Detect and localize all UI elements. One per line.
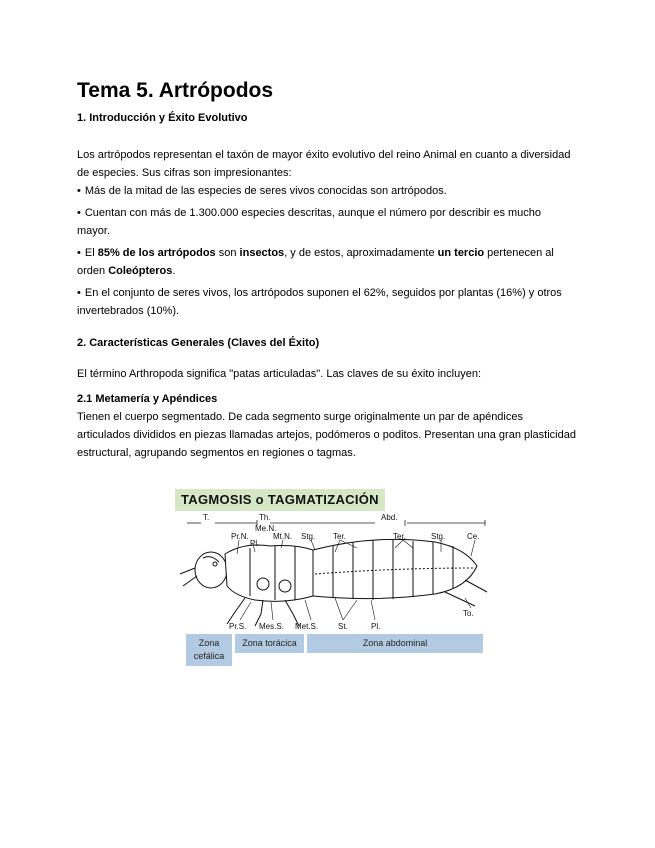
label-pl-top: Pl. [250, 539, 260, 548]
section-1-heading: 1. Introducción y Éxito Evolutivo [77, 112, 248, 124]
label-to: To. [463, 609, 474, 618]
bullet-icon: • [77, 207, 81, 219]
list-item [77, 182, 577, 200]
section-2-heading: 2. Características Generales (Claves del Éxito) [77, 337, 320, 349]
label-t: T. [203, 513, 210, 522]
label-ce: Ce. [467, 532, 480, 541]
bullet-text-i: . [172, 265, 176, 277]
zone-cefalica: Zona cefálica [186, 634, 232, 666]
label-ter-1: Ter. [333, 532, 346, 541]
label-mets: Met.S. [295, 622, 319, 631]
list-item [77, 204, 577, 240]
label-men: Me.N. [255, 524, 277, 533]
zone-toracica: Zona torácica [235, 634, 304, 653]
insect-thorax-shape [225, 545, 313, 601]
bullet-icon: • [77, 185, 81, 197]
bullet-text: Cuentan con más de 1.300.000 especies descritas, aunque el número por describir es mucho mayor. [77, 207, 542, 237]
label-th: Th. [259, 513, 271, 522]
label-prn: Pr.N. [231, 532, 249, 541]
list-item [77, 284, 577, 320]
figure-title: TAGMOSIS o TAGMATIZACIÓN [175, 489, 385, 511]
list-item [77, 244, 577, 280]
bullet-icon: • [77, 287, 81, 299]
page-title: Tema 5. Artrópodos [77, 79, 274, 102]
facts-list [77, 182, 577, 320]
label-mtn: Mt.N. [273, 532, 293, 541]
tagmosis-figure [175, 484, 493, 669]
subsection-2-1-heading: 2.1 Metamería y Apéndices [77, 393, 218, 405]
insect-head-shape [180, 552, 227, 588]
label-pl-bottom: Pl. [371, 622, 381, 631]
label-st: St. [338, 622, 348, 631]
label-stg-2: Stg. [431, 532, 446, 541]
bullet-emphasis: Coleópteros [108, 265, 173, 277]
label-prs: Pr.S. [229, 622, 247, 631]
bullet-text: En el conjunto de seres vivos, los artrópodos suponen el 62%, seguidos por plantas (16%) y otros invertebrados (10%). [77, 287, 562, 317]
bullet-emphasis: insectos [239, 247, 285, 259]
insect-abdomen-shape [313, 539, 477, 600]
bullet-icon: • [77, 247, 81, 259]
label-stg-1: Stg. [301, 532, 316, 541]
label-abd: Abd. [381, 513, 398, 522]
bullet-text-a: El [84, 247, 98, 259]
document-body [77, 78, 577, 462]
bullet-emphasis: 85% de los artrópodos [97, 247, 216, 259]
subsection-2-1-text: Tienen el cuerpo segmentado. De cada segmento surge originalmente un par de apéndices articulados divididos en piezas llamadas artejos, podómeros o poditos. Presentan una gran plasticidad estructural, agrupando segmentos en regiones o tagmas. [77, 411, 576, 459]
section-1-intro: Los artrópodos representan el taxón de mayor éxito evolutivo del reino Animal en cuanto a diversidad de especies. Sus cifras son impresionantes: [77, 149, 571, 179]
section-2-intro: El término Arthropoda significa "patas articuladas". Las claves de su éxito incluyen: [77, 368, 482, 380]
bullet-text-e: , y de estos, aproximadamente [284, 247, 438, 259]
bullet-emphasis: un tercio [437, 247, 485, 259]
bullet-text-g: pertenecen al orden [77, 247, 554, 277]
label-ter-2: Ter. [393, 532, 406, 541]
bullet-text-c: son [215, 247, 240, 259]
bullet-text: Más de la mitad de las especies de seres vivos conocidas son artrópodos. [84, 185, 447, 197]
zone-abdominal: Zona abdominal [307, 634, 483, 653]
label-mess: Mes.S. [259, 622, 284, 631]
